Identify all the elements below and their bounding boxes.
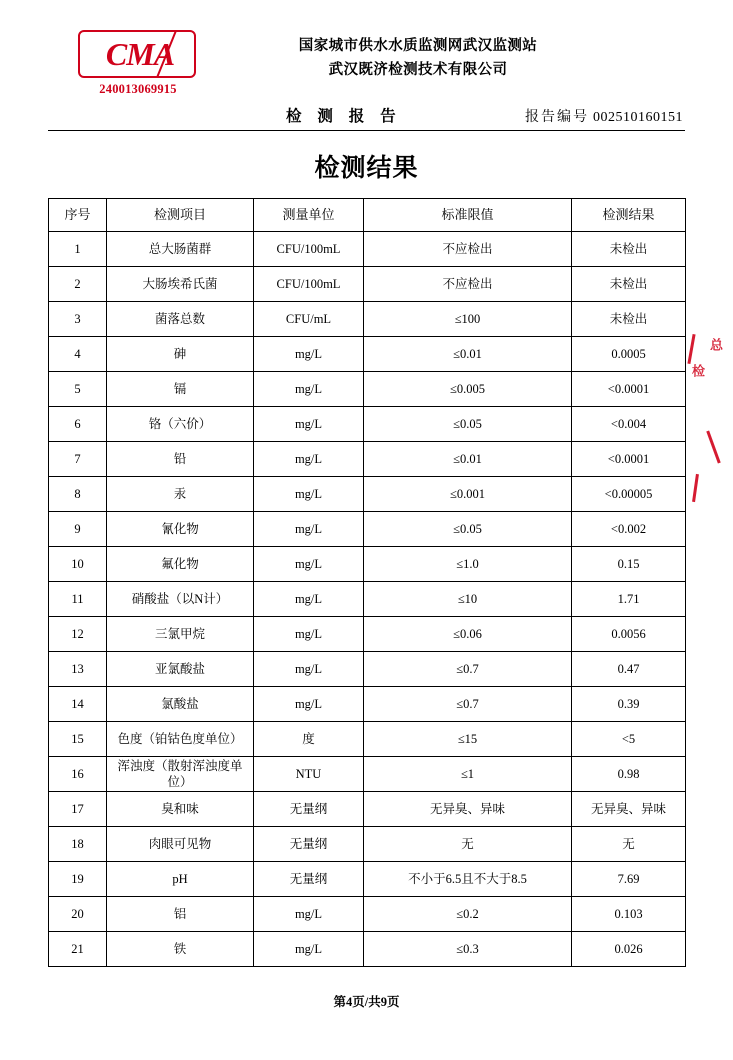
cma-logo-box (78, 30, 196, 78)
cell-item: 色度（铂钴色度单位） (107, 722, 254, 757)
cell-no: 10 (49, 547, 107, 582)
cell-no: 13 (49, 652, 107, 687)
cell-unit: 无量纲 (254, 827, 364, 862)
cell-no: 3 (49, 302, 107, 337)
table-row (49, 477, 686, 512)
table-row (49, 757, 686, 792)
cell-unit: mg/L (254, 512, 364, 547)
cell-unit: CFU/100mL (254, 232, 364, 267)
cell-limit: ≤0.005 (364, 372, 572, 407)
seal-stroke-1-icon (687, 334, 695, 364)
column-header-unit: 测量单位 (254, 199, 364, 232)
column-header-limit: 标准限值 (364, 199, 572, 232)
column-header-no: 序号 (49, 199, 107, 232)
table-row (49, 407, 686, 442)
cell-item: 砷 (107, 337, 254, 372)
cell-unit: 无量纲 (254, 792, 364, 827)
cell-item: 总大肠菌群 (107, 232, 254, 267)
document-title: 检 测 报 告 (286, 108, 402, 125)
report-number (525, 106, 683, 126)
cell-limit: 不应检出 (364, 267, 572, 302)
table-row (49, 932, 686, 967)
cell-limit: ≤15 (364, 722, 572, 757)
table-row (49, 617, 686, 652)
cell-no: 14 (49, 687, 107, 722)
report-header (0, 22, 733, 130)
cell-limit: ≤1.0 (364, 547, 572, 582)
cell-limit: ≤1 (364, 757, 572, 792)
cell-result: 0.15 (572, 547, 686, 582)
cell-unit: mg/L (254, 897, 364, 932)
cell-result: 0.0005 (572, 337, 686, 372)
cell-result: 0.47 (572, 652, 686, 687)
cell-limit: ≤0.2 (364, 897, 572, 932)
page-footer: 第4页/共9页 (333, 995, 400, 1009)
cell-no: 7 (49, 442, 107, 477)
cell-limit: ≤10 (364, 582, 572, 617)
cell-unit: 度 (254, 722, 364, 757)
table-row (49, 652, 686, 687)
cell-result: 1.71 (572, 582, 686, 617)
cell-limit: ≤0.001 (364, 477, 572, 512)
cell-result: 0.39 (572, 687, 686, 722)
cell-result: 0.0056 (572, 617, 686, 652)
cell-no: 6 (49, 407, 107, 442)
cell-no: 16 (49, 757, 107, 792)
organization-line-1: 国家城市供水水质监测网武汉监测站 (298, 38, 538, 54)
cell-item: 氯酸盐 (107, 687, 254, 722)
cell-item: 氰化物 (107, 512, 254, 547)
cell-item: 汞 (107, 477, 254, 512)
cell-no: 21 (49, 932, 107, 967)
results-table (48, 198, 686, 967)
cell-limit: ≤0.7 (364, 652, 572, 687)
table-row (49, 512, 686, 547)
cell-result: 0.026 (572, 932, 686, 967)
report-title-row (48, 104, 685, 130)
cell-no: 19 (49, 862, 107, 897)
table-row (49, 897, 686, 932)
cell-no: 9 (49, 512, 107, 547)
cell-limit: 无异臭、异味 (364, 792, 572, 827)
cell-limit: ≤0.01 (364, 442, 572, 477)
cell-unit: mg/L (254, 547, 364, 582)
cell-unit: NTU (254, 757, 364, 792)
organization-names (208, 34, 628, 82)
cell-result: 无 (572, 827, 686, 862)
report-number-value: 002510160151 (593, 110, 683, 125)
cell-result: 未检出 (572, 267, 686, 302)
cell-item: 肉眼可见物 (107, 827, 254, 862)
cell-unit: mg/L (254, 477, 364, 512)
table-row (49, 232, 686, 267)
cell-no: 1 (49, 232, 107, 267)
table-row (49, 722, 686, 757)
table-row (49, 547, 686, 582)
cell-item: 硝酸盐（以N计） (107, 582, 254, 617)
seal-stroke-3-icon (692, 474, 699, 502)
organization-line-2: 武汉既济检测技术有限公司 (328, 62, 508, 78)
cell-result: <0.004 (572, 407, 686, 442)
cell-limit: ≤0.06 (364, 617, 572, 652)
results-table-body (49, 232, 686, 967)
cell-item: 铬（六价） (107, 407, 254, 442)
cma-certificate-number: 240013069915 (99, 82, 177, 96)
cell-result: <5 (572, 722, 686, 757)
cell-item: 镉 (107, 372, 254, 407)
cell-result: <0.00005 (572, 477, 686, 512)
table-row (49, 337, 686, 372)
cell-item: 浑浊度（散射浑浊度单位） (107, 757, 254, 792)
table-row (49, 267, 686, 302)
seal-stroke-2-icon (706, 431, 720, 464)
cell-item: 铅 (107, 442, 254, 477)
cell-unit: mg/L (254, 617, 364, 652)
cell-item: 氟化物 (107, 547, 254, 582)
cell-result: 未检出 (572, 302, 686, 337)
cma-logo-text: CMA (105, 36, 175, 72)
cell-unit: mg/L (254, 337, 364, 372)
cell-item: 铝 (107, 897, 254, 932)
cell-result: <0.0001 (572, 442, 686, 477)
cell-result: <0.0001 (572, 372, 686, 407)
header-divider (48, 130, 685, 131)
cell-item: 亚氯酸盐 (107, 652, 254, 687)
cell-result: 无异臭、异味 (572, 792, 686, 827)
report-number-label: 报告编号 (525, 110, 589, 125)
seal-text-column-b: 检 (690, 364, 705, 383)
table-header-row (49, 199, 686, 232)
seal-text-column-a: 总 (708, 338, 723, 357)
cell-unit: mg/L (254, 652, 364, 687)
column-header-result: 检测结果 (572, 199, 686, 232)
cell-no: 20 (49, 897, 107, 932)
cell-no: 15 (49, 722, 107, 757)
cell-unit: CFU/100mL (254, 267, 364, 302)
cell-limit: 不应检出 (364, 232, 572, 267)
cell-no: 8 (49, 477, 107, 512)
cell-limit: 无 (364, 827, 572, 862)
cell-limit: ≤0.01 (364, 337, 572, 372)
table-row (49, 792, 686, 827)
cell-unit: 无量纲 (254, 862, 364, 897)
cell-limit: ≤0.05 (364, 512, 572, 547)
table-row (49, 862, 686, 897)
cell-unit: mg/L (254, 582, 364, 617)
cell-result: 未检出 (572, 232, 686, 267)
cell-no: 18 (49, 827, 107, 862)
cell-unit: mg/L (254, 442, 364, 477)
cell-limit: ≤0.05 (364, 407, 572, 442)
cell-item: 菌落总数 (107, 302, 254, 337)
cell-result: 0.103 (572, 897, 686, 932)
table-row (49, 302, 686, 337)
cell-limit: ≤0.7 (364, 687, 572, 722)
cell-unit: CFU/mL (254, 302, 364, 337)
cell-item: 三氯甲烷 (107, 617, 254, 652)
cell-no: 4 (49, 337, 107, 372)
cell-item: pH (107, 862, 254, 897)
cell-no: 2 (49, 267, 107, 302)
cell-unit: mg/L (254, 687, 364, 722)
cell-item: 大肠埃希氏菌 (107, 267, 254, 302)
cell-result: 0.98 (572, 757, 686, 792)
column-header-item: 检测项目 (107, 199, 254, 232)
cell-limit: ≤0.3 (364, 932, 572, 967)
cell-no: 17 (49, 792, 107, 827)
cell-item: 臭和味 (107, 792, 254, 827)
cell-unit: mg/L (254, 372, 364, 407)
red-seal-margin-mark (685, 334, 727, 504)
cell-no: 5 (49, 372, 107, 407)
report-page (0, 22, 733, 1060)
cell-no: 12 (49, 617, 107, 652)
table-row (49, 827, 686, 862)
section-title: 检测结果 (314, 155, 419, 182)
table-row (49, 442, 686, 477)
cell-no: 11 (49, 582, 107, 617)
cell-limit: ≤100 (364, 302, 572, 337)
table-row (49, 372, 686, 407)
cell-result: 7.69 (572, 862, 686, 897)
cell-item: 铁 (107, 932, 254, 967)
cell-limit: 不小于6.5且不大于8.5 (364, 862, 572, 897)
cell-unit: mg/L (254, 932, 364, 967)
cell-unit: mg/L (254, 407, 364, 442)
table-row (49, 687, 686, 722)
cell-result: <0.002 (572, 512, 686, 547)
results-table-container (48, 198, 685, 967)
table-row (49, 582, 686, 617)
cma-accreditation-logo (78, 30, 198, 97)
